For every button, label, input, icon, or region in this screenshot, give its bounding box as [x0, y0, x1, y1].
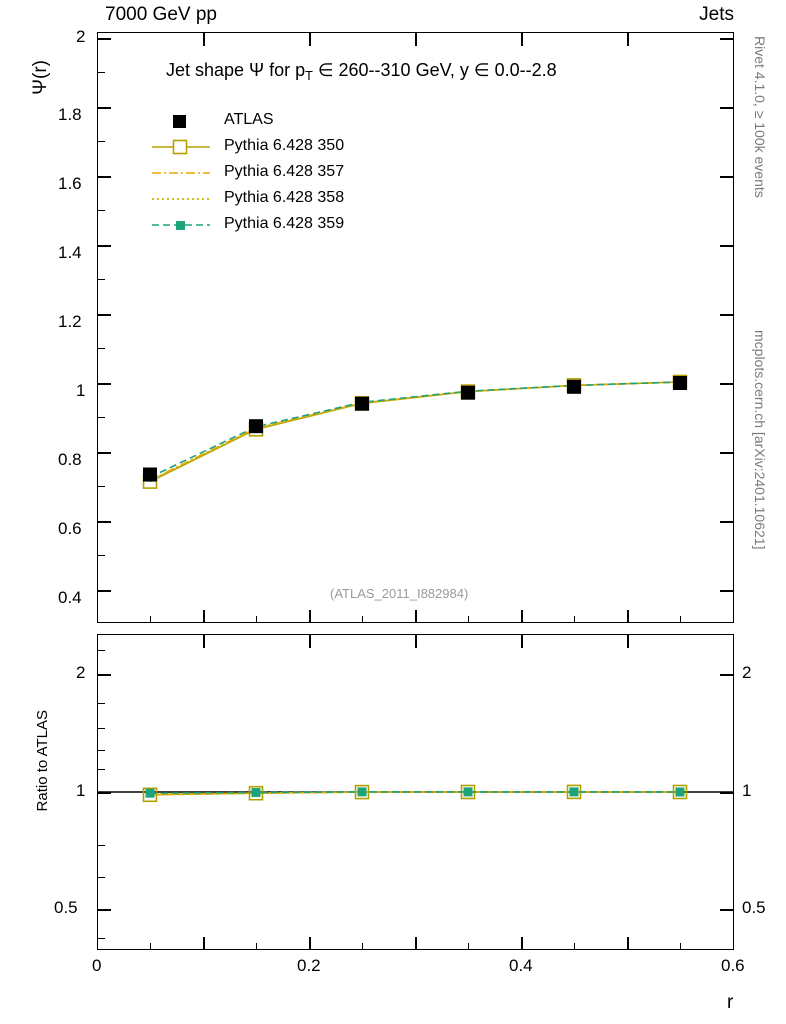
main-ytick-1.6: 1.6	[58, 174, 82, 193]
xtick-0: 0	[92, 956, 102, 975]
main-ytick-2: 2	[76, 27, 86, 46]
legend-marker-pythia-350	[150, 134, 212, 160]
legend-label-pythia-358: Pythia 6.428 358	[224, 189, 345, 206]
x-axis-label: r	[727, 992, 734, 1013]
ratio-plot-data	[97, 634, 734, 950]
ratio-ytick-2-right: 2	[742, 663, 752, 682]
legend-marker-pythia-358	[150, 186, 212, 212]
main-ytick-0.6: 0.6	[58, 519, 82, 538]
legend-marker-pythia-357	[150, 160, 212, 186]
plot-title-part1: Jet shape Ψ for p	[166, 60, 306, 80]
series-atlas-markers	[143, 376, 687, 482]
main-y-axis-label: Ψ(r)	[30, 60, 51, 95]
plot-title-part2: ∈ 260--310 GeV, y ∈ 0.0--2.8	[312, 60, 557, 80]
header-right-label: Jets	[699, 4, 734, 25]
side-caption-mcplots: mcplots.cern.ch [arXiv:2401.10621]	[752, 330, 768, 550]
xtick-0.2: 0.2	[297, 956, 321, 975]
side-caption-rivet: Rivet 4.1.0, ≥ 100k events	[752, 36, 768, 198]
main-ytick-1.8: 1.8	[58, 105, 82, 124]
xtick-0.4: 0.4	[509, 956, 533, 975]
series-pythia-359	[146, 378, 685, 482]
ratio-y-axis-label: Ratio to ATLAS	[34, 710, 51, 812]
header-left-label: 7000 GeV pp	[105, 4, 217, 25]
ratio-ytick-1-right: 1	[742, 781, 752, 800]
ratio-ytick-2-left: 2	[76, 663, 86, 682]
legend-label-pythia-359: Pythia 6.428 359	[224, 215, 345, 232]
main-ytick-1: 1	[76, 381, 86, 400]
main-ytick-1.2: 1.2	[58, 312, 82, 331]
analysis-watermark: (ATLAS_2011_I882984)	[330, 586, 469, 601]
legend-label-pythia-350: Pythia 6.428 350	[224, 137, 345, 154]
legend-marker-pythia-359	[150, 212, 212, 238]
legend-marker-atlas	[150, 108, 212, 134]
legend-label-pythia-357: Pythia 6.428 357	[224, 163, 345, 180]
main-ytick-0.4: 0.4	[58, 588, 82, 607]
xtick-0.6: 0.6	[721, 956, 745, 975]
ratio-ytick-0.5-right: 0.5	[742, 898, 766, 917]
ratio-ytick-1-left: 1	[76, 781, 86, 800]
main-ytick-0.8: 0.8	[58, 450, 82, 469]
legend-label-atlas: ATLAS	[224, 111, 274, 128]
ratio-ytick-0.5-left: 0.5	[54, 898, 78, 917]
main-ytick-1.4: 1.4	[58, 243, 82, 262]
series-pythia-350-markers	[144, 376, 687, 489]
plot-title-sub: T	[305, 68, 313, 83]
